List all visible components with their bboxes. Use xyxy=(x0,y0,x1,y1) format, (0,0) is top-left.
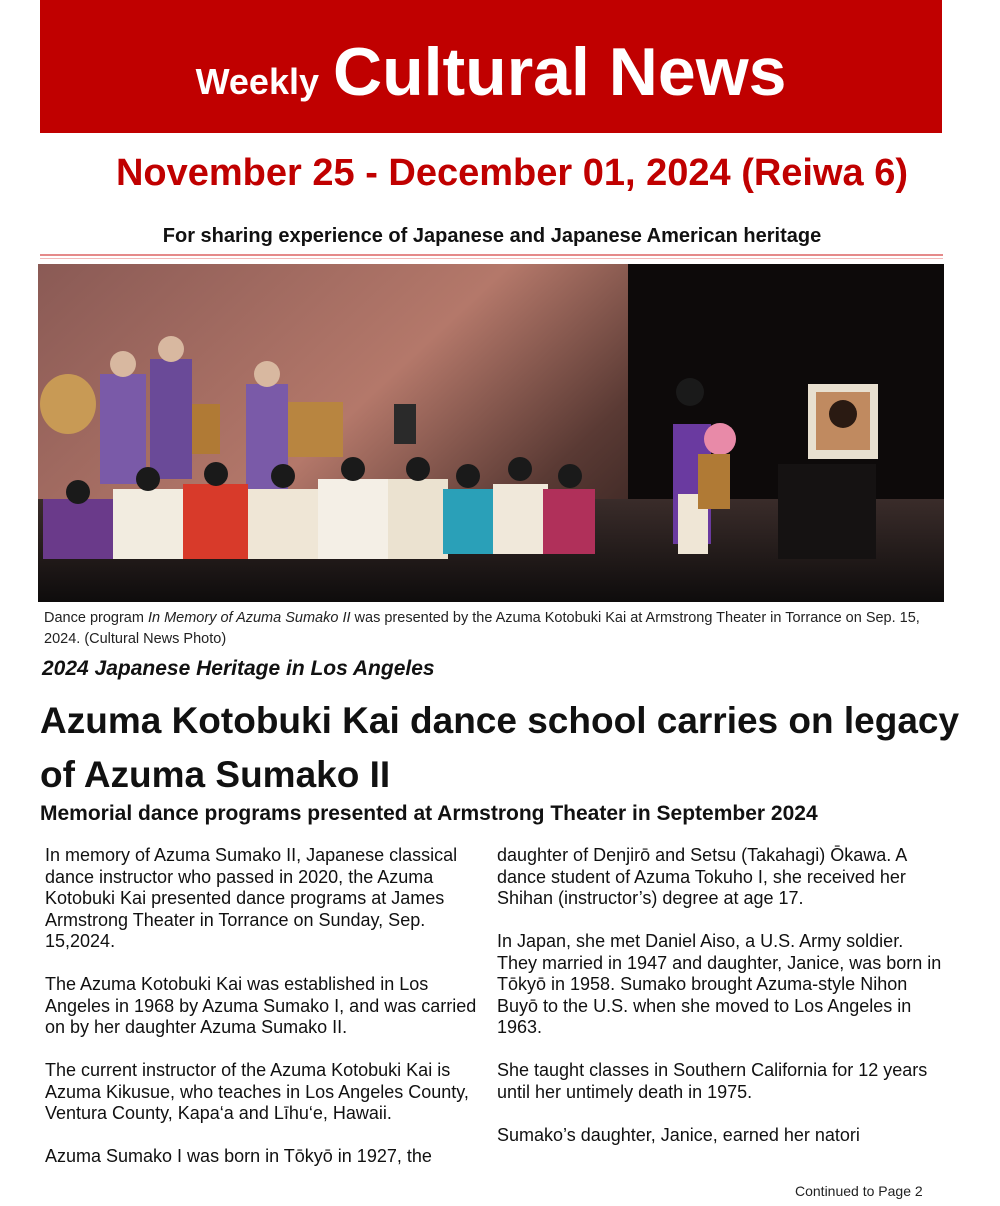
paragraph: The Azuma Kotobuki Kai was established in Los Angeles in 1968 by Azuma Sumako I, and was carried on by her daughter Azuma Sumako II. xyxy=(45,974,477,1037)
caption-post: was presented by the Azuma Kotobuki Kai at Armstrong Theater in Torrance on Sep. 15, 2024. (Cultural News Photo) xyxy=(44,610,920,647)
article-column-2 xyxy=(497,845,947,1168)
masthead-banner xyxy=(40,0,942,133)
divider-line xyxy=(40,254,943,256)
article-subhead: Memorial dance programs presented at Armstrong Theater in September 2024 xyxy=(40,802,818,825)
photo-caption xyxy=(44,608,934,650)
masthead-title: Cultural News xyxy=(333,33,787,110)
article-column-1 xyxy=(45,845,485,1189)
caption-pre: Dance program xyxy=(44,610,148,626)
paragraph: Azuma Sumako I was born in Tōkyō in 1927, the xyxy=(45,1146,432,1166)
dance-photo xyxy=(38,264,944,602)
paragraph: In memory of Azuma Sumako II, Japanese classical dance instructor who passed in 2020, the Azuma Kotobuki Kai presented dance programs at James Armstrong Theater in Torrance on Sunday, Sep. 15,2024. xyxy=(45,845,458,951)
divider-line-thin xyxy=(40,258,943,259)
issue-date: November 25 - December 01, 2024 (Reiwa 6) xyxy=(115,152,909,194)
article-headline: Azuma Kotobuki Kai dance school carries on legacy of Azuma Sumako II xyxy=(40,700,960,795)
paragraph: Sumako’s daughter, Janice, earned her natori xyxy=(497,1124,860,1145)
masthead-weekly: Weekly xyxy=(195,60,319,102)
tagline: For sharing experience of Japanese and Japanese American heritage xyxy=(162,225,822,247)
paragraph: She taught classes in Southern California for 12 years until her untimely death in 1975. xyxy=(497,1060,928,1102)
paragraph: daughter of Denjirō and Setsu (Takahagi) Ōkawa. A dance student of Azuma Tokuho I, she received her Shihan (instructor’s) degree at age 17. xyxy=(497,845,907,908)
continued-link[interactable]: Continued to Page 2 xyxy=(795,1183,923,1199)
article-kicker: 2024 Japanese Heritage in Los Angeles xyxy=(42,657,435,680)
paragraph: In Japan, she met Daniel Aiso, a U.S. Army soldier. They married in 1947 and daughter, Janice, was born in Tōkyō in 1958. Sumako brought Azuma-style Nihon Buyō to the U.S. when she moved to Los Angeles in 1963. xyxy=(497,931,942,1037)
caption-italic: In Memory of Azuma Sumako II xyxy=(147,610,351,626)
paragraph: The current instructor of the Azuma Kotobuki Kai is Azuma Kikusue, who teaches in Los Angeles County, Ventura County, Kapa‘a and Līhu‘e, Hawaii. xyxy=(45,1060,469,1123)
